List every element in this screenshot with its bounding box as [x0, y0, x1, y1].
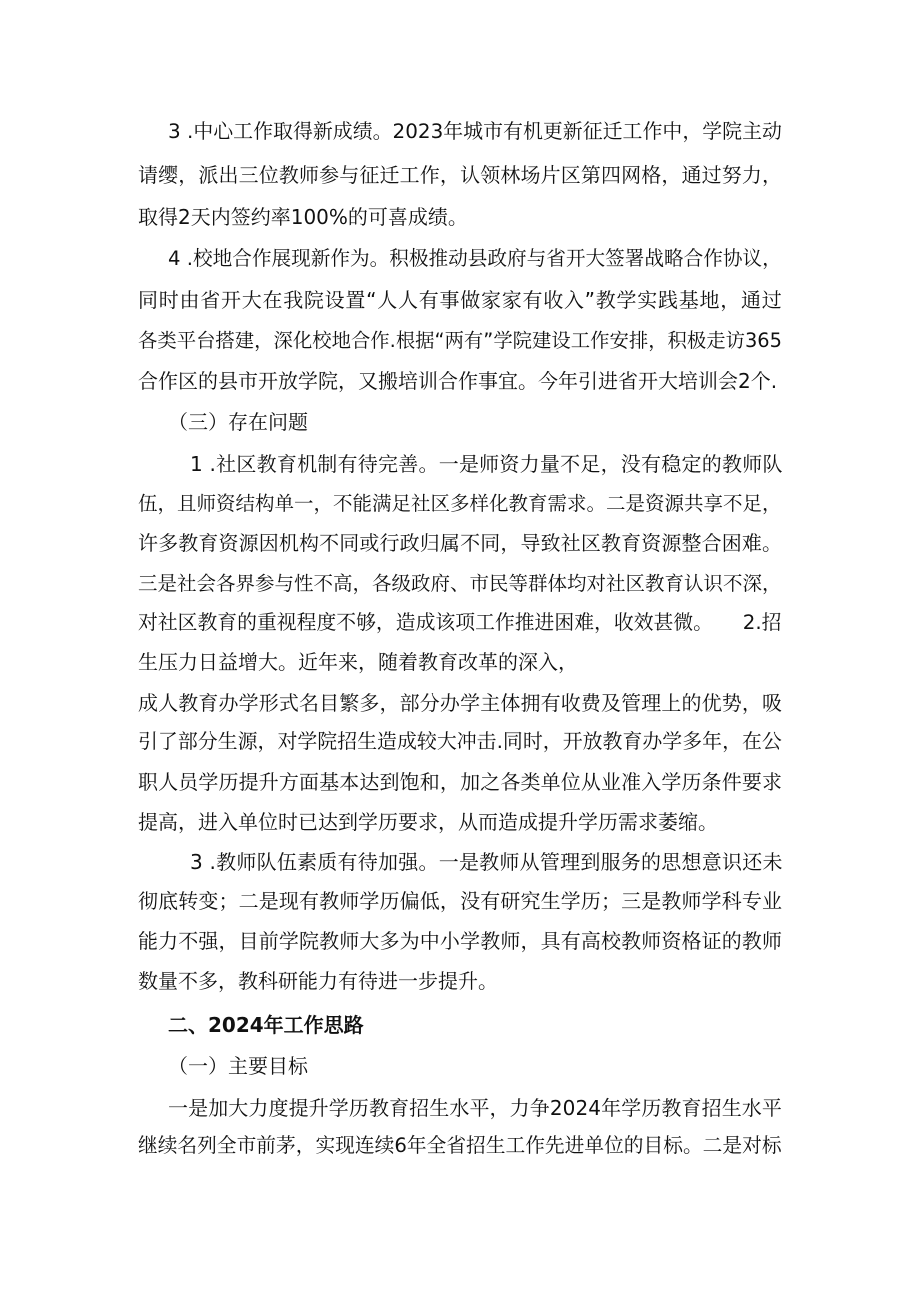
text-line: 同时由省开大在我院设置“人人有事做家家有收入”教学实践基地，通过 [138, 288, 783, 312]
section-heading: （三）存在问题 [168, 410, 308, 434]
text-line: 生压力日益增大。近年来，随着教育改革的深入， [138, 650, 578, 674]
chapter-heading: 二、2024年工作思路 [168, 1013, 364, 1037]
text-line: 3 .教师队伍素质有待加强。一是教师从管理到服务的思想意识还未 [190, 850, 783, 874]
text-line: 各类平台搭建，深化校地合作.根据“两有”学院建设工作安排，积极走访365 [138, 329, 782, 352]
text-line: 合作区的县市开放学院，又搬培训合作事宜。今年引进省开大培训会2个. [138, 369, 778, 393]
text-line: 1 .社区教育机制有待完善。一是师资力量不足，没有稳定的教师队 [190, 452, 783, 476]
text-line: 取得2天内签约率100%的可喜成绩。 [138, 205, 468, 229]
text-line: 伍，且师资结构单一，不能满足社区多样化教育需求。二是资源共享不足， [138, 492, 782, 515]
text-line: 3 .中心工作取得新成绩。2023年城市有机更新征迁工作中，学院主动 [168, 120, 782, 143]
section-heading: （一）主要目标 [168, 1054, 308, 1078]
text-line: 一是加大力度提升学历教育招生水平，力争2024年学历教育招生水平 [168, 1096, 782, 1120]
text-line: 4 .校地合作展现新作为。积极推动县政府与省开大签署战略合作协议， [168, 247, 782, 270]
text-line: 成人教育办学形式名目繁多，部分办学主体拥有收费及管理上的优势，吸 [138, 691, 783, 715]
text-line: 对社区教育的重视程度不够，造成该项工作推进困难，收效甚微。 2.招 [138, 611, 782, 634]
text-line: 许多教育资源因机构不同或行政归属不同，导致社区教育资源整合困难。 [138, 531, 783, 555]
text-line: 数量不多，教科研能力有待进一步提升。 [138, 969, 498, 993]
text-line: 能力不强，目前学院教师大多为中小学教师，具有高校教师资格证的教师 [138, 929, 783, 953]
text-line: 提高，进入单位时已达到学历要求，从而造成提升学历需求萎缩。 [138, 810, 718, 834]
text-line: 彻底转变；二是现有教师学历偏低，没有研究生学历；三是教师学科专业 [138, 889, 783, 913]
text-line: 请缨，派出三位教师参与征迁工作，认领林场片区第四网格，通过努力， [138, 163, 783, 187]
text-line: 三是社会各界参与性不高，各级政府、市民等群体均对社区教育认识不深， [138, 572, 782, 595]
text-line: 继续名列全市前茅，实现连续6年全省招生工作先进单位的目标。二是对标 [138, 1134, 782, 1157]
text-line: 职人员学历提升方面基本达到饱和，加之各类单位从业准入学历条件要求 [138, 770, 783, 794]
text-line: 引了部分生源，对学院招生造成较大冲击.同时，开放教育办学多年，在公 [138, 730, 782, 753]
